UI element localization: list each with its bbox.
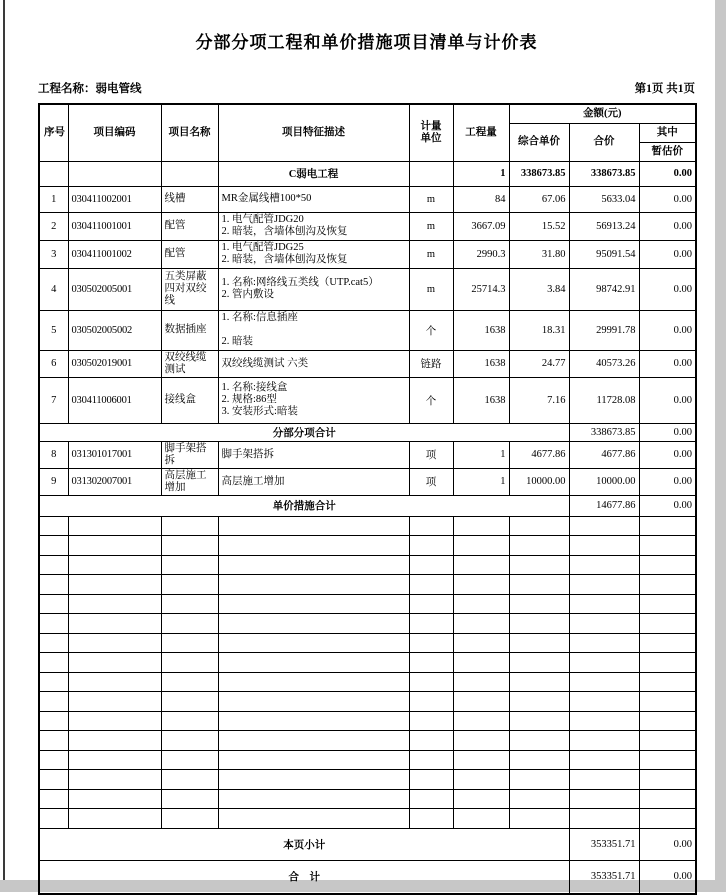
cell-name (161, 770, 218, 790)
cell-summary-label: 单价措施合计 (39, 495, 569, 516)
cell-total: 10000.00 (569, 468, 639, 495)
cell-name (161, 555, 218, 575)
cell-unit-price (509, 692, 569, 712)
cell-provisional: 0.00 (639, 268, 696, 310)
cell-unit (409, 809, 453, 829)
cell-total: 11728.08 (569, 377, 639, 423)
table-row-empty (39, 731, 696, 751)
cell-no: 6 (39, 350, 68, 377)
cell-total (569, 809, 639, 829)
table-row-empty (39, 555, 696, 575)
cell-desc: 脚手架搭拆 (218, 441, 409, 468)
cell-provisional (639, 672, 696, 692)
table-row-item (39, 268, 696, 310)
cell-unit (409, 711, 453, 731)
cell-total: 353351.71 (569, 860, 639, 894)
table-body (39, 161, 696, 894)
cell-unit-price: 67.06 (509, 186, 569, 212)
cell-unit-price (509, 536, 569, 556)
cell-name: 数据插座 (161, 310, 218, 350)
cell-provisional: 0.00 (639, 186, 696, 212)
cell-summary-label: 分部分项合计 (39, 423, 569, 441)
cell-provisional (639, 770, 696, 790)
cell-unit-price: 7.16 (509, 377, 569, 423)
col-code: 项目编码 (68, 104, 161, 161)
cell-no (39, 575, 68, 595)
table-row-item (39, 240, 696, 268)
col-no: 序号 (39, 104, 68, 161)
cell-name (161, 692, 218, 712)
cell-provisional (639, 653, 696, 673)
table-row-empty (39, 633, 696, 653)
cell-provisional (639, 614, 696, 634)
cell-total (569, 672, 639, 692)
cell-unit: 个 (409, 377, 453, 423)
cell-name (161, 672, 218, 692)
cell-no: 1 (39, 186, 68, 212)
cell-section-title: C弱电工程 (218, 161, 409, 186)
cell-name: 线槽 (161, 186, 218, 212)
cell-no (39, 711, 68, 731)
cell-name: 五类屏蔽四对双绞线 (161, 268, 218, 310)
cell-unit-price (509, 555, 569, 575)
cell-no: 9 (39, 468, 68, 495)
cell-desc (218, 672, 409, 692)
cell-qty: 25714.3 (453, 268, 509, 310)
cell-code: 030411002001 (68, 186, 161, 212)
cell-unit (409, 653, 453, 673)
cell-total (569, 770, 639, 790)
col-unit: 计量单位 (409, 104, 453, 161)
table-row-item (39, 212, 696, 240)
cell-unit-price (509, 575, 569, 595)
table-row-item (39, 186, 696, 212)
cell-provisional: 0.00 (639, 468, 696, 495)
cell-total (569, 633, 639, 653)
table-row-empty (39, 809, 696, 829)
cell-qty: 1638 (453, 377, 509, 423)
cell-provisional: 0.00 (639, 350, 696, 377)
cell-total: 5633.04 (569, 186, 639, 212)
table-row-empty (39, 711, 696, 731)
cell-qty (453, 770, 509, 790)
cell-total (569, 594, 639, 614)
table-row-item (39, 468, 696, 495)
cell-total: 40573.26 (569, 350, 639, 377)
cell-total: 4677.86 (569, 441, 639, 468)
cell-unit-price (509, 614, 569, 634)
cell-unit-price (509, 653, 569, 673)
cell-total: 95091.54 (569, 240, 639, 268)
table-row-item (39, 441, 696, 468)
cell-code: 030411001001 (68, 212, 161, 240)
cell-name: 高层施工增加 (161, 468, 218, 495)
cell-code (68, 770, 161, 790)
table-row-summary (39, 423, 696, 441)
cell-provisional: 0.00 (639, 860, 696, 894)
cell-desc (218, 653, 409, 673)
cell-unit-price (509, 770, 569, 790)
table-row-empty (39, 575, 696, 595)
cell-code: 030502019001 (68, 350, 161, 377)
cell-name (161, 575, 218, 595)
cell-unit-price: 3.84 (509, 268, 569, 310)
cell-code (68, 516, 161, 536)
cell-unit: 个 (409, 310, 453, 350)
cell-provisional (639, 575, 696, 595)
cell-name (161, 594, 218, 614)
cell-no (39, 672, 68, 692)
cell-no: 3 (39, 240, 68, 268)
cell-unit (409, 770, 453, 790)
cell-unit-price (509, 750, 569, 770)
cell-provisional: 0.00 (639, 423, 696, 441)
cell-unit (409, 692, 453, 712)
cell-name: 脚手架搭拆 (161, 441, 218, 468)
page-left-edge-line (3, 0, 5, 880)
cell-no (39, 770, 68, 790)
cell-no (39, 731, 68, 751)
cell-qty: 1638 (453, 350, 509, 377)
cell-name (161, 516, 218, 536)
table-row-empty (39, 750, 696, 770)
cell-total (569, 555, 639, 575)
col-amount-group: 金额(元) (509, 104, 696, 123)
cell-desc (218, 594, 409, 614)
cell-provisional (639, 750, 696, 770)
cell-unit (409, 789, 453, 809)
cell-total (569, 711, 639, 731)
cell-name (161, 711, 218, 731)
cell-unit-price: 15.52 (509, 212, 569, 240)
cell-code (68, 711, 161, 731)
cell-code: 030411006001 (68, 377, 161, 423)
cell-unit-price (509, 672, 569, 692)
cell-no (39, 161, 68, 186)
cell-desc: 1. 名称:网络线五类线（UTP.cat5） 2. 管内敷设 (218, 268, 409, 310)
cell-code: 031301017001 (68, 441, 161, 468)
cell-qty (453, 731, 509, 751)
cell-unit: m (409, 240, 453, 268)
cell-total: 98742.91 (569, 268, 639, 310)
cell-unit (409, 555, 453, 575)
cell-provisional (639, 731, 696, 751)
cell-unit-price: 31.80 (509, 240, 569, 268)
cell-code (68, 594, 161, 614)
cell-name: 配管 (161, 212, 218, 240)
cell-unit (409, 594, 453, 614)
cell-provisional: 0.00 (639, 828, 696, 860)
cell-provisional (639, 555, 696, 575)
table-row-empty (39, 692, 696, 712)
cell-total: 14677.86 (569, 495, 639, 516)
cell-unit (409, 575, 453, 595)
cell-no: 7 (39, 377, 68, 423)
cell-unit-price (509, 516, 569, 536)
col-total: 合价 (569, 123, 639, 161)
cell-unit-price: 18.31 (509, 310, 569, 350)
cell-unit (409, 750, 453, 770)
table-row-empty (39, 594, 696, 614)
cell-provisional (639, 809, 696, 829)
cell-provisional: 0.00 (639, 377, 696, 423)
cell-provisional: 0.00 (639, 441, 696, 468)
table-row-summary (39, 828, 696, 860)
cell-qty: 1638 (453, 310, 509, 350)
cell-unit-price (509, 594, 569, 614)
cell-provisional (639, 692, 696, 712)
cell-unit (409, 731, 453, 751)
cell-unit-price (509, 633, 569, 653)
cell-name (161, 789, 218, 809)
cell-desc: 1. 名称:信息插座 2. 暗装 (218, 310, 409, 350)
cell-name (161, 731, 218, 751)
table-row-empty (39, 653, 696, 673)
cell-desc (218, 575, 409, 595)
cell-qty (453, 516, 509, 536)
cell-unit: 项 (409, 441, 453, 468)
cell-no (39, 633, 68, 653)
cell-unit: m (409, 212, 453, 240)
cell-total (569, 575, 639, 595)
cell-qty (453, 536, 509, 556)
cell-name: 双绞线缆测试 (161, 350, 218, 377)
cell-no (39, 516, 68, 536)
cell-unit-price (509, 809, 569, 829)
cell-desc: 高层施工增加 (218, 468, 409, 495)
cell-code (68, 653, 161, 673)
cell-total (569, 536, 639, 556)
cell-unit (409, 633, 453, 653)
cell-unit-price (509, 711, 569, 731)
cell-qty (453, 633, 509, 653)
cell-no (39, 536, 68, 556)
cell-code (68, 809, 161, 829)
table-row-empty (39, 536, 696, 556)
cell-unit (409, 516, 453, 536)
cell-unit-price: 4677.86 (509, 441, 569, 468)
cell-qty: 1 (453, 161, 509, 186)
cell-qty (453, 555, 509, 575)
cell-unit-price (509, 789, 569, 809)
cell-unit: m (409, 268, 453, 310)
table-row-summary (39, 860, 696, 894)
cell-desc (218, 770, 409, 790)
cell-name (161, 614, 218, 634)
cell-summary-label: 本页小计 (39, 828, 569, 860)
cell-qty: 2990.3 (453, 240, 509, 268)
cell-provisional: 0.00 (639, 161, 696, 186)
cell-desc: 1. 电气配管JDG20 2. 暗装，含墙体刨沟及恢复 (218, 212, 409, 240)
cell-no (39, 594, 68, 614)
pricing-table (38, 103, 697, 895)
page-indicator: 第1页 共1页 (634, 83, 695, 95)
cell-code (68, 161, 161, 186)
cell-no (39, 750, 68, 770)
cell-qty (453, 750, 509, 770)
cell-code (68, 789, 161, 809)
cell-unit (409, 672, 453, 692)
cell-qty (453, 575, 509, 595)
cell-code (68, 575, 161, 595)
cell-total (569, 750, 639, 770)
col-desc: 项目特征描述 (218, 104, 409, 161)
col-of-which: 其中 (639, 123, 696, 142)
cell-summary-label: 合 计 (39, 860, 569, 894)
cell-unit-price: 24.77 (509, 350, 569, 377)
cell-desc (218, 750, 409, 770)
table-row-summary (39, 495, 696, 516)
cell-desc: 1. 名称:接线盒 2. 规格:86型 3. 安装形式:暗装 (218, 377, 409, 423)
cell-desc: MR金属线槽100*50 (218, 186, 409, 212)
cell-provisional (639, 711, 696, 731)
cell-name (161, 536, 218, 556)
col-qty: 工程量 (453, 104, 509, 161)
cell-qty (453, 653, 509, 673)
cell-desc (218, 516, 409, 536)
table-row-item (39, 310, 696, 350)
project-name: 工程名称：弱电管线 (38, 83, 142, 95)
cell-qty (453, 692, 509, 712)
cell-code: 030411001002 (68, 240, 161, 268)
cell-total (569, 516, 639, 536)
cell-name: 配管 (161, 240, 218, 268)
cell-no (39, 614, 68, 634)
page-title: 分部分项工程和单价措施项目清单与计价表 (195, 33, 538, 52)
cell-name (161, 161, 218, 186)
cell-name (161, 809, 218, 829)
cell-code (68, 692, 161, 712)
cell-provisional (639, 789, 696, 809)
cell-total (569, 692, 639, 712)
table-row-section (39, 161, 696, 186)
cell-no (39, 555, 68, 575)
cell-code: 030502005002 (68, 310, 161, 350)
cell-unit (409, 614, 453, 634)
cell-desc (218, 711, 409, 731)
cell-unit-price: 338673.85 (509, 161, 569, 186)
table-header (39, 104, 696, 161)
cell-qty (453, 614, 509, 634)
cell-desc (218, 536, 409, 556)
cell-name (161, 750, 218, 770)
cell-no (39, 789, 68, 809)
table-row-item (39, 377, 696, 423)
cell-no: 8 (39, 441, 68, 468)
cell-total: 29991.78 (569, 310, 639, 350)
table-row-empty (39, 516, 696, 536)
table-row-empty (39, 770, 696, 790)
cell-qty: 84 (453, 186, 509, 212)
cell-no (39, 692, 68, 712)
cell-total: 338673.85 (569, 161, 639, 186)
cell-code (68, 750, 161, 770)
cell-provisional: 0.00 (639, 212, 696, 240)
cell-desc (218, 809, 409, 829)
cell-total: 338673.85 (569, 423, 639, 441)
cell-provisional (639, 594, 696, 614)
cell-provisional: 0.00 (639, 495, 696, 516)
cell-desc (218, 692, 409, 712)
cell-qty: 1 (453, 468, 509, 495)
cell-desc (218, 614, 409, 634)
cell-no (39, 653, 68, 673)
table-row-empty (39, 614, 696, 634)
cell-code (68, 731, 161, 751)
cell-provisional: 0.00 (639, 240, 696, 268)
cell-code (68, 555, 161, 575)
cell-no (39, 809, 68, 829)
cell-no: 5 (39, 310, 68, 350)
cell-no: 2 (39, 212, 68, 240)
cell-unit: m (409, 186, 453, 212)
table-row-empty (39, 789, 696, 809)
cell-desc (218, 555, 409, 575)
cell-desc: 1. 电气配管JDG25 2. 暗装，含墙体刨沟及恢复 (218, 240, 409, 268)
cell-desc (218, 633, 409, 653)
cell-total: 56913.24 (569, 212, 639, 240)
cell-code (68, 614, 161, 634)
cell-unit-price (509, 731, 569, 751)
table-row-item (39, 350, 696, 377)
cell-code: 031302007001 (68, 468, 161, 495)
cell-unit: 项 (409, 468, 453, 495)
table-row-empty (39, 672, 696, 692)
cell-total (569, 614, 639, 634)
cell-code: 030502005001 (68, 268, 161, 310)
cell-qty (453, 711, 509, 731)
cell-total (569, 653, 639, 673)
cell-name: 接线盒 (161, 377, 218, 423)
cell-unit (409, 161, 453, 186)
cell-qty: 3667.09 (453, 212, 509, 240)
cell-desc (218, 789, 409, 809)
col-provisional: 暂估价 (639, 142, 696, 161)
cell-name (161, 633, 218, 653)
cell-provisional: 0.00 (639, 310, 696, 350)
cell-total (569, 731, 639, 751)
page-right-margin (715, 0, 726, 892)
cell-qty (453, 594, 509, 614)
col-unit-price: 综合单价 (509, 123, 569, 161)
cell-code (68, 633, 161, 653)
cell-no: 4 (39, 268, 68, 310)
cell-unit (409, 536, 453, 556)
cell-provisional (639, 536, 696, 556)
cell-qty (453, 809, 509, 829)
cell-desc: 双绞线缆测试 六类 (218, 350, 409, 377)
cell-name (161, 653, 218, 673)
cell-code (68, 536, 161, 556)
cell-qty (453, 789, 509, 809)
cell-unit-price: 10000.00 (509, 468, 569, 495)
cell-provisional (639, 516, 696, 536)
cell-provisional (639, 633, 696, 653)
cell-total: 353351.71 (569, 828, 639, 860)
cell-qty (453, 672, 509, 692)
cell-total (569, 789, 639, 809)
cell-qty: 1 (453, 441, 509, 468)
cell-desc (218, 731, 409, 751)
col-name: 项目名称 (161, 104, 218, 161)
meta-row (38, 80, 695, 96)
cell-unit: 链路 (409, 350, 453, 377)
cell-code (68, 672, 161, 692)
